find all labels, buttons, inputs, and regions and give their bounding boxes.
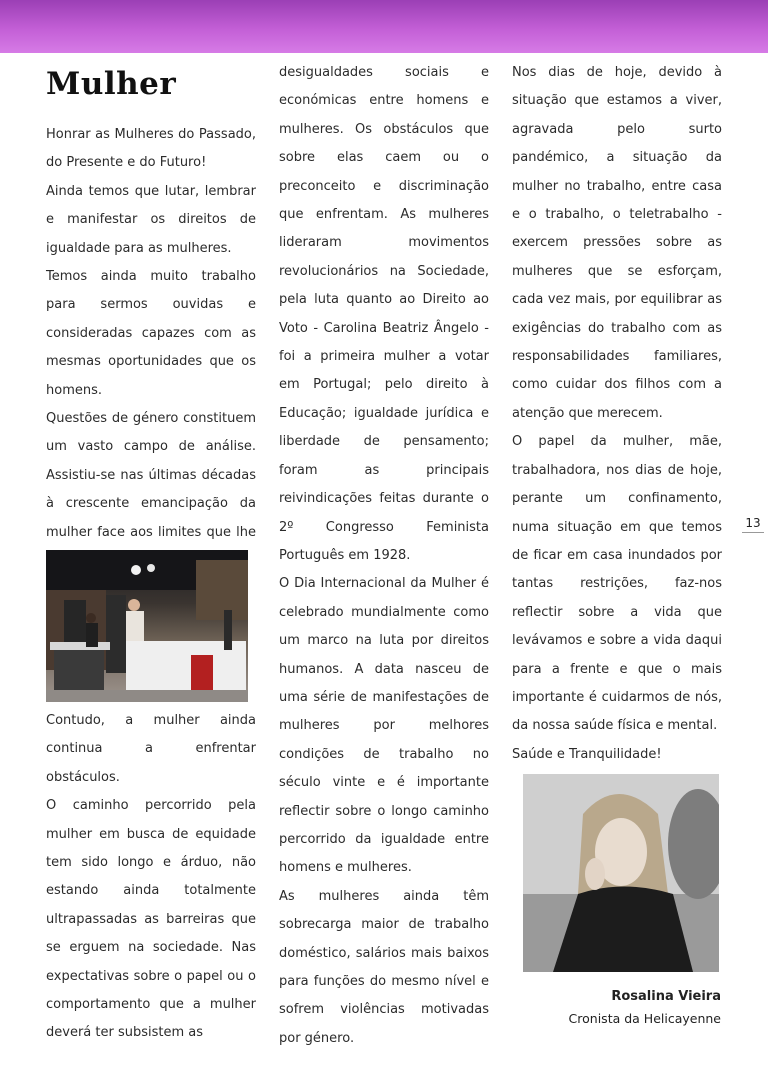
paragraph: desigualdades sociais e económicas entre homens e mulheres. Os obstáculos que sobre elas caem ou o preconceito e discriminação que enfrentam. As mulheres lideraram movimentos revolucionários na Sociedade, pela luta quanto ao Direito ao Voto - Carolina Beatriz Ângelo - foi a primeira mulher a votar em Portugal; pelo direito à Educação; igualdade jurídica e liberdade de pensamento; foram as principais reivindicações feitas durante o 2º Congresso Feminista Português em 1928.	[279, 65, 489, 563]
paragraph: As mulheres ainda têm sobrecarga maior de trabalho doméstico, salários mais baixos para funções do mesmo nível e sofrem violências motivadas por género.	[279, 888, 489, 1046]
cooking-event-photo	[46, 550, 248, 702]
author-role: Cronista da Helicayenne	[568, 1011, 721, 1026]
paragraph: Questões de género constituem um vasto campo de análise. Assistiu-se nas últimas décadas à crescente emancipação da mulher face aos limites que lhe	[46, 411, 256, 540]
paragraph: Saúde e Tranquilidade!	[512, 746, 662, 762]
paragraph: Temos ainda muito trabalho para sermos ouvidas e consideradas capazes com as mesmas oportunidades que os homens.	[46, 269, 256, 398]
author-credit	[569, 986, 721, 1030]
author-portrait-photo	[523, 774, 719, 972]
paragraph: Contudo, a mulher ainda continua a enfrentar obstáculos.	[46, 713, 256, 785]
paragraph: Ainda temos que lutar, lembrar e manifestar os direitos de igualdade para as mulheres.	[46, 183, 256, 256]
paragraph: O caminho percorrido pela mulher em busca de equidade tem sido longo e árduo, não estando ainda totalmente ultrapassadas as barreiras que se erguem na sociedade. Nas expectativas sobre o papel ou o comportamento que a mulher deverá ter subsistem as	[46, 798, 256, 1041]
paragraph: Honrar as Mulheres do Passado, do Presente e do Futuro!	[46, 127, 256, 171]
paragraph: O papel da mulher, mãe, trabalhadora, nos dias de hoje, perante um confinamento, numa situação em que temos de ficar em casa inundados por tantas restrições, faz-nos reflectir sobre a vida que levávamos e sobre a vida daqui para a frente e que o mais importante é cuidarmos de nós, da nossa saúde física e mental.	[512, 434, 722, 734]
column-3	[512, 59, 722, 769]
column-1-continued	[46, 707, 256, 1048]
column-2	[279, 59, 489, 1053]
article-title: Mulher	[46, 66, 177, 102]
header-band	[0, 0, 768, 53]
page-number: 13	[742, 516, 764, 533]
paragraph: Nos dias de hoje, devido à situação que estamos a viver, agravada pelo surto pandémico, a situação da mulher no trabalho, entre casa e o trabalho, o teletrabalho - exercem pressões sobre as mulheres que se esforçam, cada vez mais, por equilibrar as exigências do trabalho com as responsabilidades familiares, como cuidar dos filhos com a atenção que merecem.	[512, 65, 722, 421]
author-name: Rosalina Vieira	[611, 989, 721, 1004]
paragraph: O Dia Internacional da Mulher é celebrado mundialmente como um marco na luta por direitos humanos. A data nasceu de uma série de manifestações de mulheres por melhores condições de trabalho no século vinte e é importante reflectir sobre o longo caminho percorrido da igualdade entre homens e mulheres.	[279, 576, 489, 876]
column-1	[46, 121, 256, 576]
